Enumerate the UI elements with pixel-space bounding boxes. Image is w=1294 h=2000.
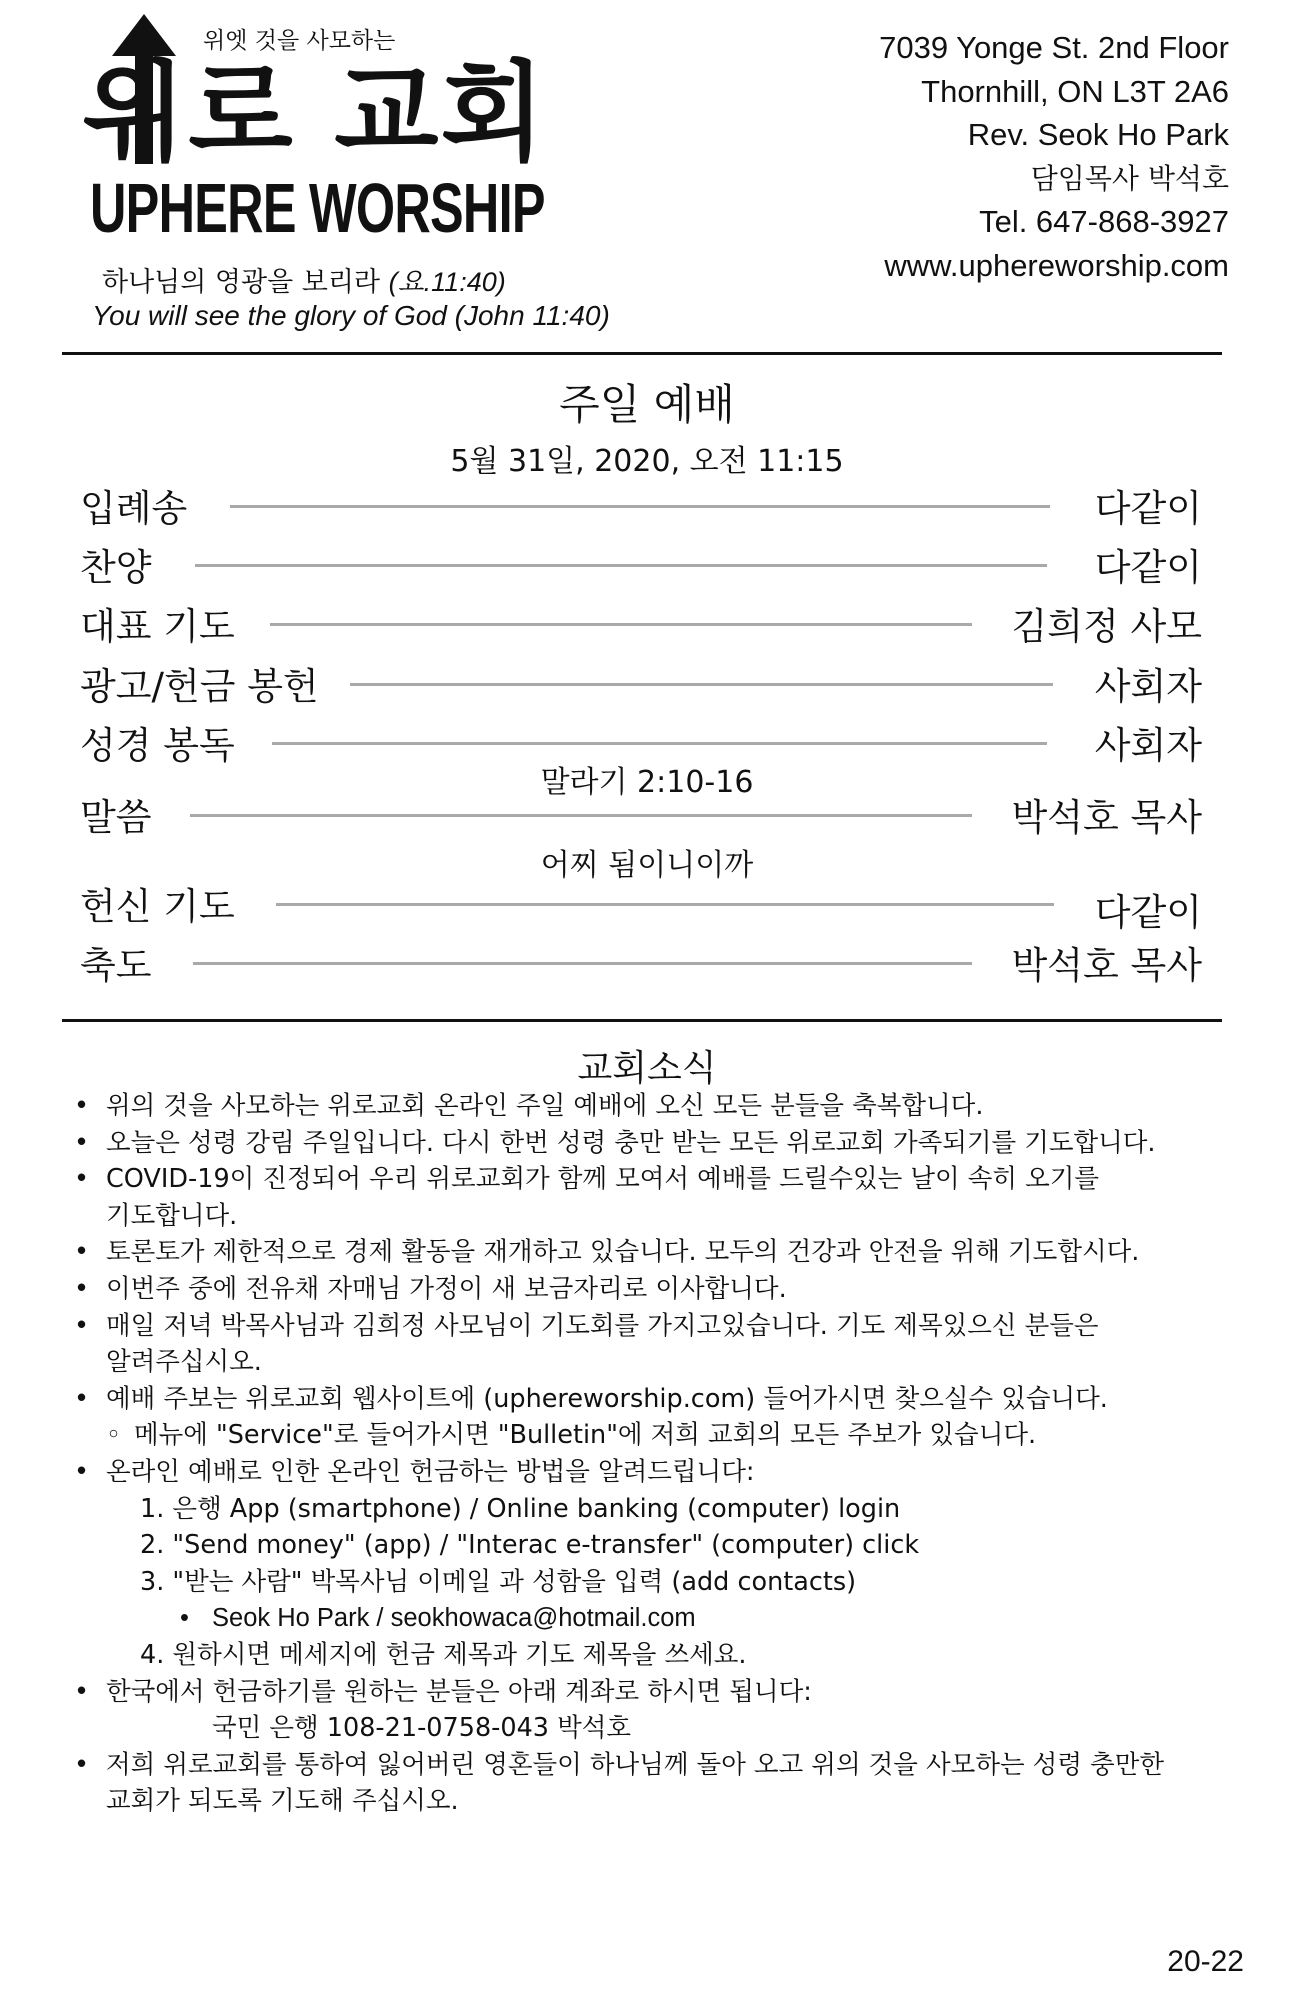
header-divider bbox=[62, 352, 1222, 355]
order-row bbox=[80, 656, 1202, 706]
address-line: Thornhill, ON L3T 2A6 bbox=[921, 73, 1229, 109]
news-subitem: ◦ 메뉴에 "Service"로 들어가시면 "Bulletin"에 저희 교회의 모든 주보가 있습니다. bbox=[72, 1417, 1232, 1454]
phone-number: Tel. 647-868-3927 bbox=[979, 204, 1229, 239]
news-item: • 오늘은 성령 강림 주일입니다. 다시 한번 성령 충만 받는 모든 위로교회 가족되기를 기도합니다. bbox=[72, 1125, 1232, 1162]
news-item: • 이번주 중에 전유채 자매님 가정이 새 보금자리로 이사합니다. bbox=[72, 1271, 1232, 1308]
order-leader: 김희정 사모 bbox=[1011, 605, 1202, 648]
giving-step: 2. "Send money" (app) / "Interac e-transfer" (computer) click bbox=[140, 1530, 920, 1561]
logo-english-name: UPHERE WORSHIP bbox=[90, 169, 545, 247]
leader-line bbox=[193, 962, 972, 965]
leader-line bbox=[270, 623, 972, 626]
news-item-line: 알려주십시오. bbox=[106, 1347, 262, 1378]
news-item-line: 기도합니다. bbox=[106, 1200, 238, 1231]
order-item: 찬양 bbox=[80, 546, 152, 589]
giving-step: 1. 은행 App (smartphone) / Online banking (computer) login bbox=[140, 1493, 901, 1524]
leader-line bbox=[276, 903, 1054, 906]
news-list bbox=[72, 1088, 1232, 1820]
leader-line bbox=[230, 505, 1050, 508]
giving-step: 4. 원하시면 메세지에 헌금 제목과 기도 제목을 쓰세요. bbox=[140, 1639, 747, 1670]
address-line: 7039 Yonge St. 2nd Floor bbox=[879, 30, 1229, 65]
news-item-line: 교회가 되도록 기도해 주십시오. bbox=[106, 1786, 459, 1817]
order-row bbox=[80, 537, 1202, 587]
order-item: 성경 봉독 bbox=[80, 724, 235, 767]
logo-korean-name: 위로 교회 bbox=[82, 51, 547, 176]
website-link[interactable]: www.uphereworship.com bbox=[884, 247, 1229, 283]
service-divider bbox=[62, 1019, 1222, 1022]
news-item-line: • COVID-19이 진정되어 우리 위로교회가 함께 모여서 예배를 드릴수있는 날이 속히 오기를 bbox=[106, 1164, 1099, 1195]
verse-english: You will see the glory of God (John 11:40) bbox=[92, 300, 610, 331]
service-title: 주일 예배 bbox=[559, 380, 735, 429]
news-item: • 한국에서 헌금하기를 원하는 분들은 아래 계좌로 하시면 됩니다: bbox=[72, 1674, 1232, 1711]
order-item: 입례송 bbox=[80, 487, 188, 530]
order-leader: 다같이 bbox=[1094, 546, 1202, 589]
page-number: 20-22 bbox=[1167, 1945, 1244, 1978]
pastor-name-en: Rev. Seok Ho Park bbox=[967, 117, 1229, 152]
scripture-reference: 말라기 2:10-16 bbox=[540, 765, 754, 800]
order-item: 대표 기도 bbox=[80, 605, 235, 648]
logo-tagline: 위엣 것을 사모하는 bbox=[203, 28, 396, 54]
leader-line bbox=[190, 814, 972, 817]
news-title: 교회소식 bbox=[577, 1048, 717, 1089]
pastor-name-kr: 담임목사 박석호 bbox=[1030, 161, 1229, 195]
news-item: • 토론토가 제한적으로 경제 활동을 재개하고 있습니다. 모두의 건강과 안전을 위해 기도합시다. bbox=[72, 1234, 1232, 1271]
order-leader: 다같이 bbox=[1094, 891, 1202, 934]
order-leader: 박석호 목사 bbox=[1011, 944, 1202, 987]
news-item: • 위의 것을 사모하는 위로교회 온라인 주일 예배에 오신 모든 분들을 축복합니다. bbox=[72, 1088, 1232, 1125]
church-address-block bbox=[879, 26, 1229, 287]
order-item: 광고/헌금 봉헌 bbox=[80, 665, 319, 708]
order-item: 축도 bbox=[80, 944, 152, 987]
news-item bbox=[72, 1161, 1232, 1234]
order-item: 헌신 기도 bbox=[80, 885, 235, 928]
order-row bbox=[80, 876, 1202, 934]
news-item: • 온라인 예배로 인한 온라인 헌금하는 방법을 알려드립니다: bbox=[72, 1454, 1232, 1491]
leader-line bbox=[350, 683, 1053, 686]
order-row bbox=[80, 596, 1202, 646]
service-datetime: 5월 31일, 2020, 오전 11:15 bbox=[450, 444, 844, 479]
bank-account: 국민 은행 108-21-0758-043 박석호 bbox=[212, 1713, 632, 1744]
giving-step: 3. "받는 사람" 박목사님 이메일 과 성함을 입력 (add contacts) bbox=[140, 1566, 857, 1597]
sermon-title: 어찌 됨이니이까 bbox=[540, 848, 754, 883]
order-leader: 사회자 bbox=[1094, 724, 1202, 767]
news-item: • 예배 주보는 위로교회 웹사이트에 (uphereworship.com) 들어가시면 찾으실수 있습니다. bbox=[72, 1381, 1232, 1418]
news-item bbox=[72, 1308, 1232, 1381]
verse-korean-ref: (요.11:40) bbox=[388, 267, 506, 297]
verse-korean bbox=[102, 260, 506, 299]
verse-korean-text: 하나님의 영광을 보리라 bbox=[102, 267, 380, 298]
order-leader: 사회자 bbox=[1094, 665, 1202, 708]
news-item-line: • 저희 위로교회를 통하여 잃어버린 영혼들이 하나님께 돌아 오고 위의 것을 사모하는 성령 충만한 bbox=[106, 1749, 1164, 1780]
leader-line bbox=[195, 564, 1047, 567]
leader-line bbox=[272, 742, 1047, 745]
order-row bbox=[80, 478, 1202, 528]
news-item-line: • 매일 저녁 박목사님과 김희정 사모님이 기도회를 가지고있습니다. 기도 제목있으신 분들은 bbox=[106, 1310, 1099, 1341]
order-leader: 다같이 bbox=[1094, 487, 1202, 530]
order-leader: 박석호 목사 bbox=[1011, 796, 1202, 839]
order-row bbox=[80, 787, 1202, 837]
news-item bbox=[72, 1747, 1232, 1820]
giving-email: • Seok Ho Park / seokhowaca@hotmail.com bbox=[72, 1600, 1232, 1637]
order-item: 말씀 bbox=[80, 796, 152, 839]
order-row bbox=[80, 935, 1202, 985]
